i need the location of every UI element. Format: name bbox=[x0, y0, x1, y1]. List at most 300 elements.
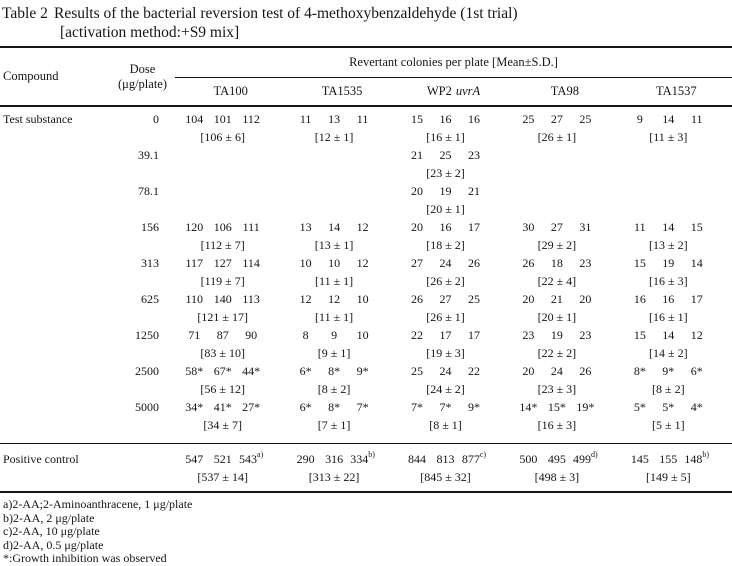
colony-count: 8* bbox=[328, 400, 341, 414]
strain-cell bbox=[509, 110, 620, 146]
colony-count: 500 bbox=[519, 452, 538, 466]
mean-sd: [16 ± 1] bbox=[426, 130, 465, 144]
colony-count: 17 bbox=[467, 220, 480, 234]
colony-count: 11 bbox=[356, 112, 369, 126]
strain-cell bbox=[398, 290, 509, 326]
table-header bbox=[0, 48, 732, 107]
colony-count: 16 bbox=[439, 112, 452, 126]
dose-value: 39.1 bbox=[138, 148, 159, 162]
mean-sd: [20 ± 1] bbox=[426, 202, 465, 216]
colony-count: 30 bbox=[522, 220, 535, 234]
header-strain-ta100: TA100 bbox=[213, 84, 248, 98]
colony-count: 25 bbox=[411, 364, 424, 378]
colony-counts bbox=[180, 450, 265, 468]
colony-count: 20 bbox=[411, 220, 424, 234]
mean-sd: [11 ± 1] bbox=[315, 274, 354, 288]
colony-count: 5* bbox=[633, 400, 646, 414]
compound-cell bbox=[0, 218, 110, 254]
colony-count: 24 bbox=[439, 256, 452, 270]
colony-count: 12 bbox=[328, 292, 341, 306]
colony-counts bbox=[403, 218, 488, 236]
colony-count: 27 bbox=[550, 112, 563, 126]
colony-count: 110 bbox=[185, 292, 203, 306]
positive-control-row bbox=[0, 450, 732, 486]
mean-sd: [34 ± 7] bbox=[203, 418, 242, 432]
colony-count: 17 bbox=[467, 328, 480, 342]
footnote: a)2-AA;2-Aminoanthracene, 1 μg/plate bbox=[3, 497, 193, 511]
footnote: b)2-AA, 2 μg/plate bbox=[3, 510, 95, 525]
strain-cell bbox=[621, 290, 732, 326]
colony-count: 6* bbox=[299, 400, 312, 414]
colony-counts bbox=[180, 326, 265, 344]
dose-value: 0 bbox=[153, 112, 159, 126]
mean-sd: [29 ± 2] bbox=[537, 238, 577, 252]
header-strain-wp2uvra bbox=[398, 78, 509, 105]
colony-count: 6* bbox=[299, 364, 312, 378]
strain-cell bbox=[398, 450, 509, 486]
colony-count: 9* bbox=[467, 400, 480, 414]
strain-cell bbox=[621, 110, 732, 146]
colony-count: 127 bbox=[213, 256, 232, 270]
colony-counts bbox=[403, 326, 488, 344]
colony-count: 145 bbox=[630, 452, 649, 466]
colony-count: 15* bbox=[547, 400, 566, 414]
colony-counts bbox=[180, 290, 265, 308]
colony-count: 9* bbox=[356, 364, 369, 378]
table-body bbox=[0, 107, 732, 443]
header-compound: Compound bbox=[3, 69, 59, 83]
footnote-marker: b) bbox=[702, 450, 710, 459]
mean-sd: [20 ± 1] bbox=[537, 310, 577, 324]
mean-sd: [8 ± 2] bbox=[317, 382, 351, 396]
colony-counts bbox=[403, 110, 488, 128]
colony-counts bbox=[180, 254, 265, 272]
compound-cell bbox=[0, 362, 110, 398]
colony-counts bbox=[180, 398, 265, 416]
colony-count: 4* bbox=[690, 400, 703, 414]
mean-sd: [56 ± 12] bbox=[200, 382, 245, 396]
mean-sd: [537 ± 14] bbox=[197, 470, 248, 484]
compound-cell bbox=[0, 182, 110, 218]
strain-cell bbox=[509, 362, 620, 398]
colony-count: 14 bbox=[662, 328, 675, 342]
colony-count: 104 bbox=[185, 112, 204, 126]
colony-count: 10 bbox=[356, 328, 369, 342]
footnote-marker: d) bbox=[591, 450, 598, 459]
colony-count: 12 bbox=[356, 256, 369, 270]
dose-row bbox=[0, 218, 732, 254]
strain-cell bbox=[621, 398, 732, 434]
dose-row bbox=[0, 362, 732, 398]
strain-cell bbox=[509, 326, 620, 362]
colony-counts bbox=[403, 254, 488, 272]
colony-count: 19 bbox=[550, 328, 563, 342]
strain-cell bbox=[398, 326, 509, 362]
mean-sd: [121 ± 17] bbox=[197, 310, 248, 324]
colony-count: 26 bbox=[579, 364, 592, 378]
colony-count: 8 bbox=[302, 328, 309, 342]
strain-cell bbox=[286, 218, 397, 254]
colony-count: 9 bbox=[636, 112, 643, 126]
colony-count: 87 bbox=[216, 328, 229, 342]
colony-count: 25 bbox=[439, 148, 452, 162]
colony-count: 7* bbox=[411, 400, 424, 414]
colony-count: 44* bbox=[242, 364, 261, 378]
colony-counts bbox=[514, 290, 599, 308]
footnote: d)2-AA, 0.5 μg/plate bbox=[3, 537, 104, 552]
colony-count: 15 bbox=[633, 328, 646, 342]
colony-count: 290 bbox=[296, 452, 315, 466]
colony-count: 21 bbox=[550, 292, 563, 306]
strain-cell bbox=[621, 450, 732, 486]
colony-count: 499$^{d)}$ bbox=[573, 450, 598, 466]
compound-cell bbox=[0, 326, 110, 362]
header-dose-line2: (μg/plate) bbox=[117, 76, 168, 91]
mean-sd: [22 ± 4] bbox=[537, 274, 577, 288]
colony-count: 112 bbox=[242, 112, 260, 126]
compound-cell bbox=[0, 146, 110, 182]
colony-count: 7* bbox=[356, 400, 369, 414]
colony-count: 316 bbox=[325, 452, 344, 466]
title-subtitle: [activation method:+S9 mix] bbox=[60, 24, 240, 41]
header-strain-ta1535: TA1535 bbox=[321, 84, 363, 98]
strain-cell bbox=[621, 182, 732, 218]
colony-counts bbox=[514, 398, 599, 416]
colony-count: 17 bbox=[690, 292, 703, 306]
mean-sd: [13 ± 2] bbox=[649, 238, 688, 252]
strain-cell bbox=[286, 182, 397, 218]
colony-count: 14 bbox=[662, 112, 675, 126]
colony-counts bbox=[626, 254, 711, 272]
mean-sd: [18 ± 2] bbox=[426, 238, 465, 252]
title-text: Results of the bacterial reversion test of 4-methoxybenzaldehyde (1st trial) bbox=[54, 5, 518, 22]
colony-count: 18 bbox=[550, 256, 563, 270]
colony-count: 5* bbox=[662, 400, 675, 414]
footnote: c)2-AA, 10 μg/plate bbox=[3, 524, 100, 538]
colony-count: 23 bbox=[467, 148, 480, 162]
colony-count: 13 bbox=[299, 220, 312, 234]
colony-count: 495 bbox=[547, 452, 566, 466]
strain-cell bbox=[175, 182, 286, 218]
colony-counts bbox=[291, 254, 376, 272]
dose-value: 156 bbox=[141, 220, 159, 234]
colony-count: 101 bbox=[213, 112, 232, 126]
colony-count: 12 bbox=[356, 220, 369, 234]
colony-count: 19 bbox=[662, 256, 675, 270]
colony-counts bbox=[626, 450, 711, 468]
colony-counts bbox=[626, 290, 711, 308]
strain-cell bbox=[175, 290, 286, 326]
colony-count: 41* bbox=[213, 400, 232, 414]
results-table bbox=[0, 46, 732, 493]
colony-counts bbox=[180, 110, 265, 128]
colony-count: 120 bbox=[185, 220, 204, 234]
strain-cell bbox=[398, 110, 509, 146]
colony-counts bbox=[291, 450, 376, 468]
strain-cell bbox=[509, 290, 620, 326]
dose-row bbox=[0, 110, 732, 146]
mean-sd: [13 ± 1] bbox=[314, 238, 354, 252]
footnotes bbox=[0, 498, 732, 566]
colony-counts bbox=[403, 182, 488, 200]
colony-count: 14 bbox=[690, 256, 703, 270]
strain-cell bbox=[175, 362, 286, 398]
strain-cell bbox=[509, 254, 620, 290]
strain-cell bbox=[398, 146, 509, 182]
mean-sd: [8 ± 1] bbox=[429, 418, 462, 432]
colony-count: 334$^{b)}$ bbox=[350, 450, 375, 466]
mean-sd: [16 ± 3] bbox=[649, 274, 688, 288]
colony-count: 21 bbox=[467, 184, 480, 198]
colony-count: 11 bbox=[634, 220, 646, 234]
colony-count: 14 bbox=[662, 220, 675, 234]
strain-cell bbox=[175, 110, 286, 146]
mean-sd: [12 ± 1] bbox=[314, 130, 354, 144]
strain-cell bbox=[175, 450, 286, 486]
strain-cell bbox=[286, 326, 397, 362]
colony-count: 877$^{c)}$ bbox=[461, 450, 487, 466]
colony-count: 27 bbox=[550, 220, 563, 234]
colony-count: 27 bbox=[439, 292, 452, 306]
colony-count: 20 bbox=[522, 364, 535, 378]
mean-sd: [112 ± 7] bbox=[200, 238, 245, 252]
strain-cell bbox=[175, 146, 286, 182]
strain-cell bbox=[398, 398, 509, 434]
colony-count: 8* bbox=[633, 364, 646, 378]
colony-count: 140 bbox=[213, 292, 232, 306]
mean-sd: [7 ± 1] bbox=[317, 418, 351, 432]
colony-count: 844 bbox=[408, 452, 427, 466]
colony-count: 22 bbox=[411, 328, 424, 342]
strain-cell bbox=[509, 182, 620, 218]
colony-count: 16 bbox=[467, 112, 480, 126]
colony-count: 23 bbox=[522, 328, 535, 342]
colony-counts bbox=[180, 218, 265, 236]
table-number: Table 2 bbox=[2, 5, 48, 22]
colony-counts bbox=[626, 110, 711, 128]
colony-count: 111 bbox=[242, 220, 260, 234]
colony-counts bbox=[403, 146, 488, 164]
colony-count: 12 bbox=[690, 328, 703, 342]
footnote: *:Growth inhibition was observed bbox=[3, 551, 167, 565]
dose-value: 5000 bbox=[135, 400, 159, 414]
colony-count: 106 bbox=[213, 220, 232, 234]
colony-count: 15 bbox=[690, 220, 703, 234]
mean-sd: [83 ± 10] bbox=[200, 346, 245, 360]
header-strain-wp2-prefix: WP2 bbox=[426, 84, 452, 98]
colony-counts bbox=[626, 398, 711, 416]
colony-count: 543$^{a)}$ bbox=[239, 450, 264, 466]
colony-counts bbox=[291, 218, 376, 236]
colony-count: 15 bbox=[411, 112, 424, 126]
colony-counts bbox=[514, 450, 599, 468]
dose-value: 2500 bbox=[135, 364, 159, 378]
dose-row bbox=[0, 254, 732, 290]
strain-cell bbox=[175, 254, 286, 290]
colony-count: 547 bbox=[185, 452, 204, 466]
colony-count: 20 bbox=[411, 184, 424, 198]
colony-count: 19 bbox=[439, 184, 452, 198]
colony-count: 113 bbox=[242, 292, 260, 306]
colony-count: 20 bbox=[579, 292, 592, 306]
strain-cell bbox=[621, 326, 732, 362]
colony-counts bbox=[291, 362, 376, 380]
mean-sd: [16 ± 1] bbox=[649, 310, 688, 324]
colony-count: 90 bbox=[245, 328, 258, 342]
mean-sd: [11 ± 3] bbox=[649, 130, 688, 144]
dose-value: 313 bbox=[141, 256, 159, 270]
colony-counts bbox=[403, 450, 488, 468]
strain-cell bbox=[286, 110, 397, 146]
strain-cell bbox=[398, 182, 509, 218]
colony-count: 6* bbox=[690, 364, 703, 378]
colony-counts bbox=[291, 290, 376, 308]
mean-sd: [845 ± 32] bbox=[420, 470, 471, 484]
strain-cell bbox=[286, 254, 397, 290]
colony-count: 17 bbox=[439, 328, 452, 342]
colony-counts bbox=[291, 110, 376, 128]
strain-cell bbox=[286, 450, 397, 486]
mean-sd: [23 ± 2] bbox=[426, 166, 465, 180]
mean-sd: [5 ± 1] bbox=[652, 418, 685, 432]
colony-count: 12 bbox=[299, 292, 312, 306]
mean-sd: [22 ± 2] bbox=[537, 346, 577, 360]
colony-count: 25 bbox=[579, 112, 592, 126]
mean-sd: [23 ± 3] bbox=[537, 382, 577, 396]
dose-value: 1250 bbox=[135, 328, 159, 342]
footnote-marker: b) bbox=[368, 450, 375, 459]
mean-sd: [14 ± 2] bbox=[649, 346, 688, 360]
colony-count: 14 bbox=[328, 220, 341, 234]
header-revertant-span: Revertant colonies per plate [Mean±S.D.] bbox=[175, 48, 732, 78]
compound-cell bbox=[0, 254, 110, 290]
strain-cell bbox=[286, 362, 397, 398]
footnote-marker: c) bbox=[479, 450, 487, 459]
header-strain-ta98: TA98 bbox=[550, 84, 579, 98]
mean-sd: [9 ± 1] bbox=[317, 346, 351, 360]
mean-sd: [119 ± 7] bbox=[200, 274, 245, 288]
colony-count: 16 bbox=[662, 292, 675, 306]
colony-count: 27 bbox=[411, 256, 424, 270]
colony-counts bbox=[514, 362, 599, 380]
colony-count: 34* bbox=[185, 400, 204, 414]
strain-cell bbox=[175, 398, 286, 434]
dose-row bbox=[0, 146, 732, 182]
mean-sd: [16 ± 3] bbox=[537, 418, 577, 432]
positive-control-label: Positive control bbox=[3, 452, 79, 466]
header-strain-ta1537: TA1537 bbox=[655, 84, 697, 98]
positive-control-section bbox=[0, 443, 732, 493]
colony-count: 27* bbox=[242, 400, 261, 414]
mean-sd: [106 ± 6] bbox=[200, 130, 245, 144]
title-lines bbox=[54, 4, 732, 42]
colony-count: 22 bbox=[467, 364, 480, 378]
colony-counts bbox=[403, 362, 488, 380]
mean-sd: [24 ± 2] bbox=[426, 382, 465, 396]
strain-cell bbox=[509, 146, 620, 182]
colony-counts bbox=[403, 290, 488, 308]
dose-value: 78.1 bbox=[138, 184, 159, 198]
colony-count: 16 bbox=[633, 292, 646, 306]
header-dose bbox=[110, 48, 175, 105]
colony-count: 16 bbox=[439, 220, 452, 234]
colony-count: 26 bbox=[411, 292, 424, 306]
colony-count: 813 bbox=[436, 452, 455, 466]
colony-counts bbox=[626, 326, 711, 344]
colony-count: 8* bbox=[328, 364, 341, 378]
strain-cell bbox=[509, 450, 620, 486]
colony-count: 10 bbox=[299, 256, 312, 270]
mean-sd: [19 ± 3] bbox=[426, 346, 465, 360]
strain-cell bbox=[398, 254, 509, 290]
colony-count: 114 bbox=[242, 256, 260, 270]
colony-count: 24 bbox=[439, 364, 452, 378]
strain-cell bbox=[398, 218, 509, 254]
mean-sd: [11 ± 1] bbox=[315, 310, 354, 324]
colony-count: 13 bbox=[328, 112, 341, 126]
colony-count: 117 bbox=[185, 256, 203, 270]
colony-count: 21 bbox=[411, 148, 424, 162]
footnote-marker: a) bbox=[257, 450, 264, 459]
strain-cell bbox=[175, 326, 286, 362]
colony-counts bbox=[514, 218, 599, 236]
header-dose-line1: Dose bbox=[129, 61, 156, 76]
colony-count: 20 bbox=[522, 292, 535, 306]
dose-row bbox=[0, 326, 732, 362]
colony-count: 15 bbox=[633, 256, 646, 270]
colony-count: 9* bbox=[662, 364, 675, 378]
strain-cell bbox=[286, 146, 397, 182]
mean-sd: [149 ± 5] bbox=[646, 470, 691, 484]
dose-row bbox=[0, 290, 732, 326]
colony-count: 67* bbox=[213, 364, 232, 378]
colony-counts bbox=[514, 326, 599, 344]
dose-row bbox=[0, 182, 732, 218]
mean-sd: [313 ± 22] bbox=[308, 470, 360, 484]
colony-count: 25 bbox=[522, 112, 535, 126]
colony-count: 23 bbox=[579, 256, 592, 270]
colony-count: 11 bbox=[299, 112, 312, 126]
strain-cell bbox=[286, 398, 397, 434]
strain-cell bbox=[509, 218, 620, 254]
mean-sd: [8 ± 2] bbox=[652, 382, 685, 396]
dose-value: 625 bbox=[141, 292, 159, 306]
colony-count: 26 bbox=[467, 256, 480, 270]
dose-value bbox=[110, 450, 175, 486]
dose-row bbox=[0, 398, 732, 434]
strain-cell bbox=[509, 398, 620, 434]
colony-count: 31 bbox=[579, 220, 592, 234]
compound-cell: Test substance bbox=[3, 112, 73, 126]
strain-cell bbox=[621, 254, 732, 290]
colony-count: 9 bbox=[331, 328, 338, 342]
colony-count: 521 bbox=[213, 452, 232, 466]
compound-cell bbox=[0, 398, 110, 434]
colony-counts bbox=[514, 110, 599, 128]
strain-cell bbox=[621, 362, 732, 398]
colony-counts bbox=[291, 326, 376, 344]
header-strain-wp2-italic: uvrA bbox=[455, 84, 481, 98]
mean-sd: [26 ± 1] bbox=[537, 130, 577, 144]
colony-count: 10 bbox=[328, 256, 341, 270]
colony-count: 19* bbox=[576, 400, 595, 414]
colony-count: 24 bbox=[550, 364, 563, 378]
strain-cell bbox=[621, 146, 732, 182]
strain-cell bbox=[286, 290, 397, 326]
table-title bbox=[0, 0, 732, 42]
colony-counts bbox=[291, 398, 376, 416]
strain-cell bbox=[398, 362, 509, 398]
